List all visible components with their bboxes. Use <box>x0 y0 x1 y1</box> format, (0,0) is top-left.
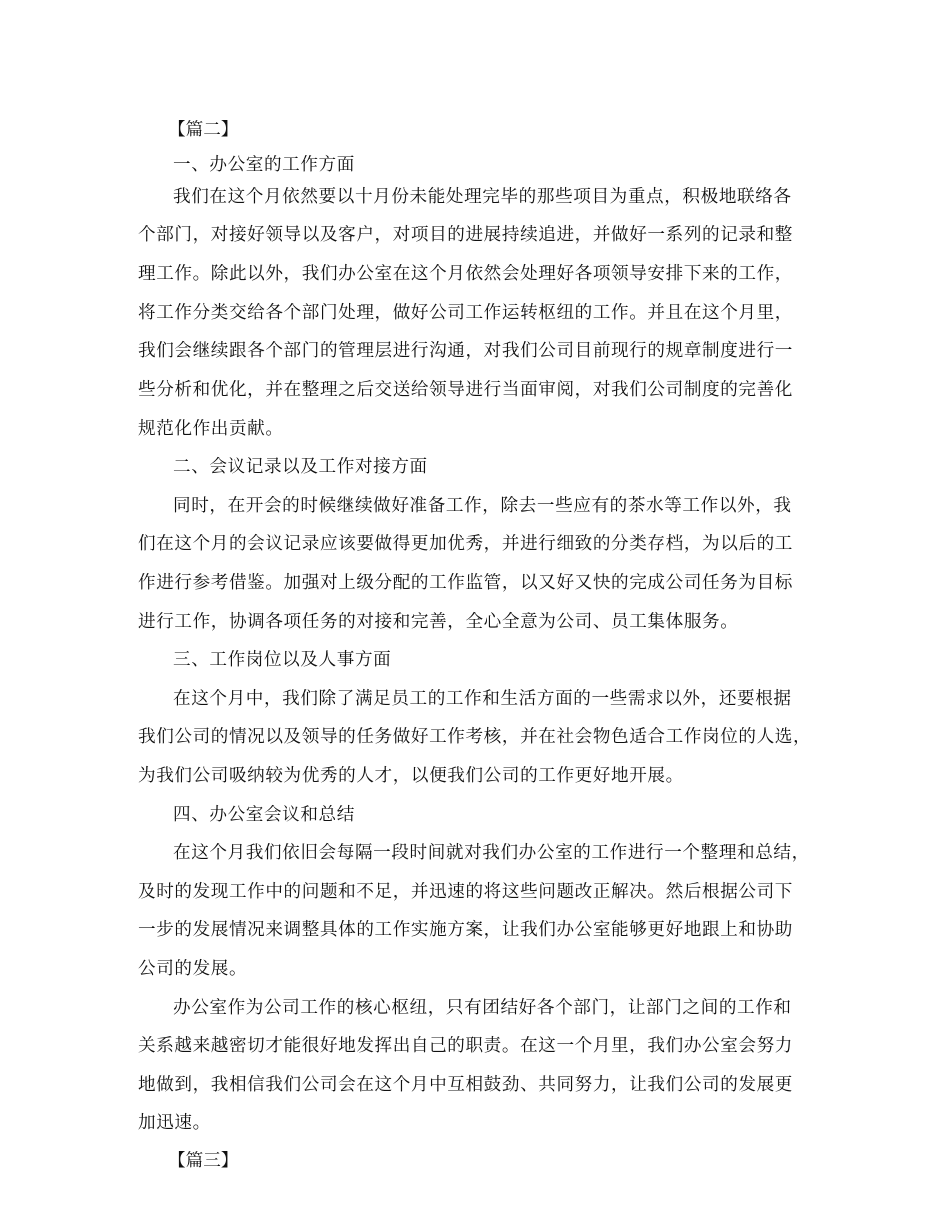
paragraph-line: 为我们公司吸纳较为优秀的人才，以便我们公司的工作更好地开展。 <box>138 766 684 786</box>
paragraph-line: 一步的发展情况来调整具体的工作实施方案，让我们办公室能够更好地跟上和协助 <box>138 920 793 940</box>
heading-positions-personnel: 三、工作岗位以及人事方面 <box>173 650 392 670</box>
heading-office-meeting-summary: 四、办公室会议和总结 <box>173 805 355 825</box>
paragraph-line: 进行工作，协调各项任务的对接和完善，全心全意为公司、员工集体服务。 <box>138 612 739 632</box>
paragraph-line: 及时的发现工作中的问题和不足，并迅速的将这些问题改正解决。然后根据公司下 <box>138 882 793 902</box>
paragraph-line: 规范化作出贡献。 <box>138 419 284 439</box>
paragraph-line: 办公室作为公司工作的核心枢纽，只有团结好各个部门，让部门之间的工作和 <box>173 998 792 1018</box>
section-marker-part-two: 【篇二】 <box>168 120 239 140</box>
paragraph-line: 理工作。除此以外，我们办公室在这个月依然会处理好各项领导安排下来的工作， <box>138 264 793 284</box>
paragraph-line: 将工作分类交给各个部门处理，做好公司工作运转枢纽的工作。并且在这个月里， <box>138 303 793 323</box>
paragraph-line: 们在这个月的会议记录应该要做得更加优秀，并进行细致的分类存档，为以后的工 <box>138 534 793 554</box>
paragraph-line: 关系越来越密切才能很好地发挥出自己的职责。在这一个月里，我们办公室会努力 <box>138 1036 793 1056</box>
paragraph-line: 我们在这个月依然要以十月份未能处理完毕的那些项目为重点，积极地联络各 <box>173 187 792 207</box>
paragraph-line: 地做到，我相信我们公司会在这个月中互相鼓劲、共同努力，让我们公司的发展更 <box>138 1075 793 1095</box>
paragraph-line: 我们会继续跟各个部门的管理层进行沟通，对我们公司目前现行的规章制度进行一 <box>138 341 793 361</box>
paragraph-line: 公司的发展。 <box>138 959 248 979</box>
paragraph-line: 我们公司的情况以及领导的任务做好工作考核，并在社会物色适合工作岗位的人选， <box>138 727 812 747</box>
heading-meeting-records: 二、会议记录以及工作对接方面 <box>173 457 428 477</box>
paragraph-line: 作进行参考借鉴。加强对上级分配的工作监管，以又好又快的完成公司任务为目标 <box>138 573 793 593</box>
paragraph-line: 加迅速。 <box>138 1113 211 1133</box>
paragraph-line: 在这个月中，我们除了满足员工的工作和生活方面的一些需求以外，还要根据 <box>173 689 792 709</box>
heading-office-work: 一、办公室的工作方面 <box>173 155 355 175</box>
paragraph-line: 个部门，对接好领导以及客户，对项目的进展持续追进，并做好一系列的记录和整 <box>138 225 793 245</box>
paragraph-line: 在这个月我们依旧会每隔一段时间就对我们办公室的工作进行一个整理和总结， <box>173 843 810 863</box>
paragraph-line: 些分析和优化，并在整理之后交送给领导进行当面审阅，对我们公司制度的完善化 <box>138 380 793 400</box>
section-marker-part-three: 【篇三】 <box>168 1151 239 1171</box>
paragraph-line: 同时，在开会的时候继续做好准备工作，除去一些应有的茶水等工作以外，我 <box>173 496 792 516</box>
